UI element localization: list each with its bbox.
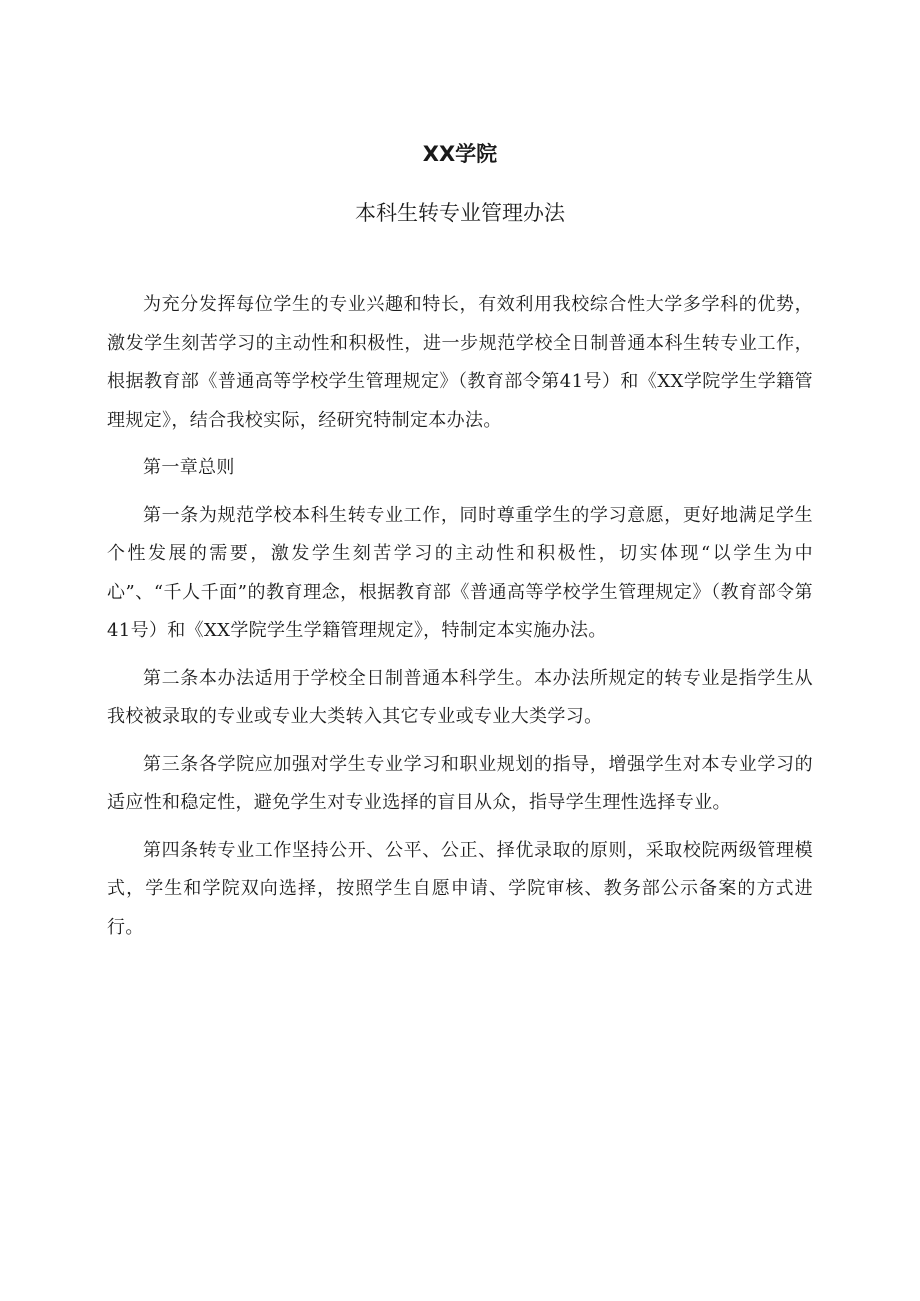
chapter-heading: 第一章总则 — [143, 457, 235, 478]
intro-paragraph: 为充分发挥每位学生的专业兴趣和特长，有效利用我校综合性大学多学科的优势，激发学生刻苦学习的主动性和积极性，进一步规范学校全日制普通本科生转专业工作，根据教育部《普通高等学校学生管理规定》（教育部令第41号）和《XX学院学生学籍管理规定》，结合我校实际，经研究特制定本办法。 — [107, 294, 813, 431]
article-4-paragraph: 第四条转专业工作坚持公开、公平、公正、择优录取的原则，采取校院两级管理模式，学生和学院双向选择，按照学生自愿申请、学院审核、教务部公示备案的方式进行。 — [107, 839, 813, 938]
document-title: XX学院 — [422, 142, 498, 166]
article-3-paragraph: 第三条各学院应加强对学生专业学习和职业规划的指导，增强学生对本专业学习的适应性和稳定性，避免学生对专业选择的盲目从众，指导学生理性选择专业。 — [107, 753, 813, 813]
document-subtitle: 本科生转专业管理办法 — [355, 201, 565, 225]
article-2-paragraph: 第二条本办法适用于学校全日制普通本科学生。本办法所规定的转专业是指学生从我校被录取的专业或专业大类转入其它专业或专业大类学习。 — [107, 667, 813, 727]
document-body — [107, 286, 813, 956]
article-1-paragraph: 第一条为规范学校本科生转专业工作，同时尊重学生的学习意愿，更好地满足学生个性发展的需要，激发学生刻苦学习的主动性和积极性，切实体现“以学生为中心”、“千人千面”的教育理念，根据教育部《普通高等学校学生管理规定》（教育部令第41号）和《XX学院学生学籍管理规定》，特制定本实施办法。 — [107, 504, 813, 641]
